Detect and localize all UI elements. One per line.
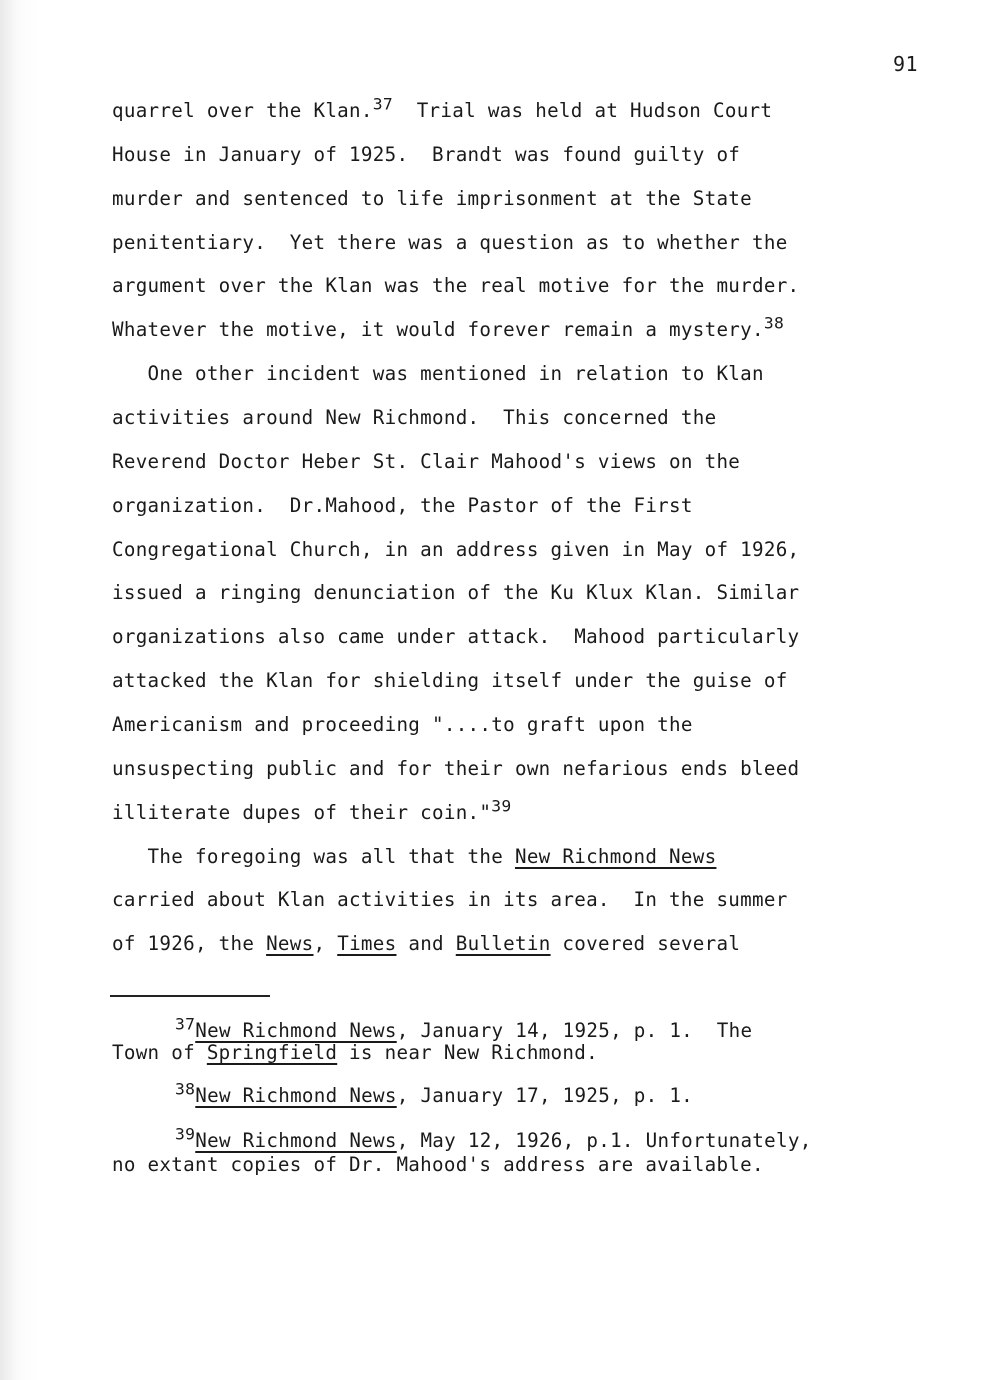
newspaper-title: News: [266, 932, 314, 955]
body-line: attacked the Klan for shielding itself under the guise of: [112, 669, 788, 692]
footnote-number: 37: [175, 1014, 196, 1034]
newspaper-title: Bulletin: [455, 932, 551, 955]
body-line: argument over the Klan was the real motive for the murder.: [112, 274, 800, 297]
body-line: House in January of 1925. Brandt was found guilty of: [112, 143, 741, 166]
body-line: Americanism and proceeding "....to graft upon the: [112, 713, 693, 736]
footnote-37-line-2: Town of Springfield is near New Richmond.: [112, 1041, 598, 1064]
body-line: The foregoing was all that the New Richmond News: [112, 845, 717, 868]
footnote-39-line-2: no extant copies of Dr. Mahood's address are available.: [112, 1153, 764, 1176]
body-line: quarrel over the Klan.$^{37}$ Trial was held at Hudson Court: [112, 94, 773, 122]
footnote-ref: 37: [372, 94, 393, 114]
body-line: issued a ringing denunciation of the Ku Klux Klan. Similar: [112, 581, 800, 604]
newspaper-title: New Richmond News: [195, 1019, 397, 1042]
footnote-39: $^{39}$New Richmond News, May 12, 1926, p.1. Unfortunately,: [175, 1124, 812, 1152]
body-line: carried about Klan activities in its area. In the summer: [112, 888, 788, 911]
footnote-number: 39: [175, 1124, 196, 1144]
footnote-37: $^{37}$New Richmond News, January 14, 1925, p. 1. The: [175, 1014, 753, 1042]
footnote-38: $^{38}$New Richmond News, January 17, 1925, p. 1.: [175, 1079, 694, 1107]
body-line: penitentiary. Yet there was a question as to whether the: [112, 231, 788, 254]
body-line: One other incident was mentioned in relation to Klan: [112, 362, 764, 385]
place-name: Springfield: [206, 1041, 338, 1064]
body-line: organization. Dr.Mahood, the Pastor of the First: [112, 494, 693, 517]
body-line: of 1926, the News, Times and Bulletin covered several: [112, 932, 741, 955]
newspaper-title: New Richmond News: [195, 1084, 397, 1107]
body-line: Reverend Doctor Heber St. Clair Mahood's views on the: [112, 450, 741, 473]
body-line: murder and sentenced to life imprisonment at the State: [112, 187, 752, 210]
newspaper-title: New Richmond News: [195, 1129, 397, 1152]
footnote-separator: [110, 995, 270, 997]
body-line: illiterate dupes of their coin."$^{39}$: [112, 796, 512, 824]
newspaper-title: New Richmond News: [514, 845, 717, 868]
body-line: Congregational Church, in an address given in May of 1926,: [112, 538, 800, 561]
footnote-number: 38: [175, 1079, 196, 1099]
body-line: Whatever the motive, it would forever remain a mystery.$^{38}$: [112, 313, 785, 341]
newspaper-title: Times: [337, 932, 397, 955]
body-line: unsuspecting public and for their own nefarious ends bleed: [112, 757, 800, 780]
footnote-ref: 38: [763, 313, 785, 333]
footnote-ref: 39: [491, 796, 512, 816]
body-line: organizations also came under attack. Mahood particularly: [112, 625, 800, 648]
body-line: activities around New Richmond. This concerned the: [112, 406, 717, 429]
page-number: 91: [893, 52, 919, 76]
